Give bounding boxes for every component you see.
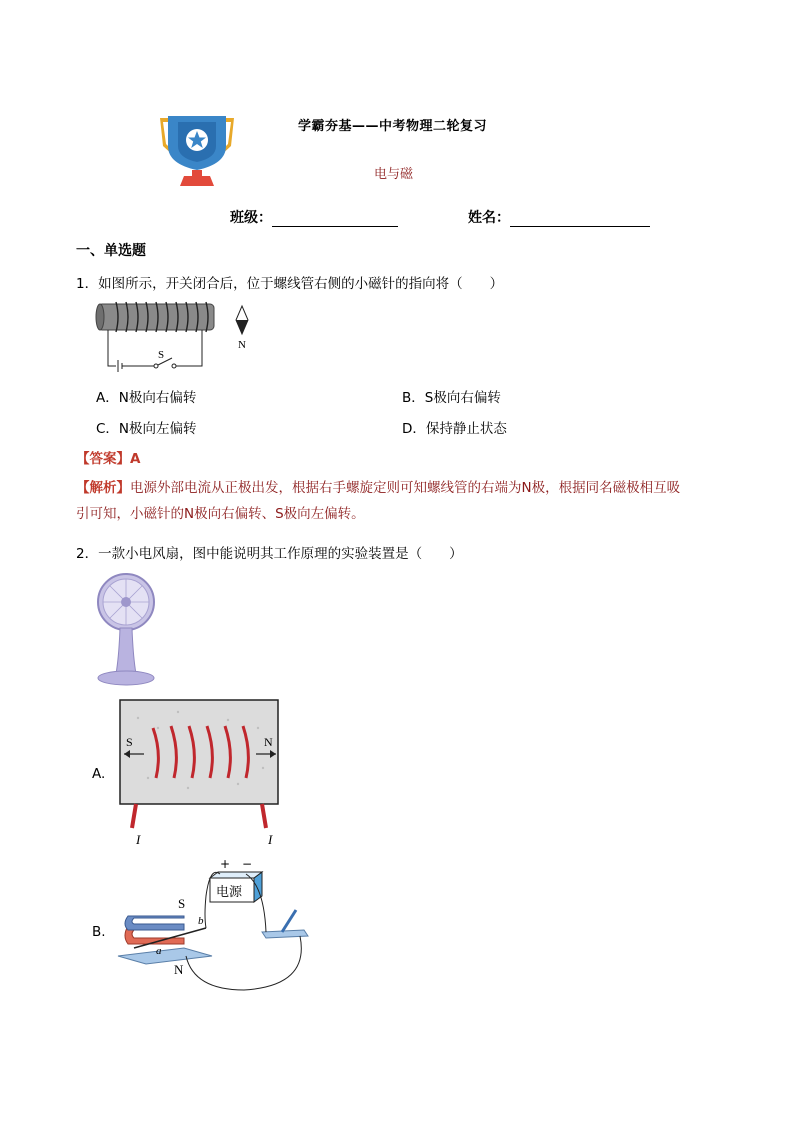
analysis-tag: 【解析】 xyxy=(76,480,130,496)
question-2-text: 2．一款小电风扇，图中能说明其工作原理的实验装置是（ ） xyxy=(76,546,463,562)
class-label: 班级： xyxy=(230,210,272,226)
q1-analysis xyxy=(76,475,736,527)
class-field xyxy=(230,207,398,227)
q1-answer xyxy=(76,447,140,467)
name-blank[interactable] xyxy=(510,210,650,227)
series-title: 学霸夯基——中考物理二轮复习 xyxy=(298,119,488,134)
fig-b-power-label: 电源 xyxy=(216,885,243,900)
q1-option-d[interactable]: D．保持静止状态 xyxy=(402,421,507,437)
fig-b-pole-bottom: N xyxy=(174,962,184,977)
fig-b-plus: + xyxy=(220,857,231,871)
fig-a-left-pole: S xyxy=(126,735,133,749)
q1-option-b[interactable]: B．S极向右偏转 xyxy=(402,390,501,406)
trophy-logo-icon xyxy=(154,112,240,188)
q2-option-b-label[interactable]: B. xyxy=(92,924,106,940)
analysis-line-1: 电源外部电流从正极出发，根据右手螺旋定则可知螺线管的右端为N极，根据同名磁极相互吸 xyxy=(130,480,681,496)
fig-b-a-label: a xyxy=(156,945,162,957)
name-label: 姓名： xyxy=(468,210,510,226)
q1-needle-label: N xyxy=(238,339,246,351)
fig-a-current-out: I xyxy=(268,832,273,847)
q1-solenoid-figure xyxy=(94,298,264,376)
analysis-line-2: 引可知，小磁针的N极向右偏转、S极向左偏转。 xyxy=(76,506,365,522)
name-field xyxy=(468,207,650,227)
fig-a-right-pole: N xyxy=(264,735,273,749)
q1-option-c[interactable]: C．N极向左偏转 xyxy=(96,421,197,437)
q2-option-a-label[interactable]: A. xyxy=(92,766,106,782)
fig-b-pole-top: S xyxy=(178,896,186,911)
fig-a-current-in: I xyxy=(136,832,141,847)
answer-tag: 【答案】 xyxy=(76,451,130,467)
section-heading: 一、单选题 xyxy=(76,243,146,259)
question-1-text: 1．如图所示，开关闭合后，位于螺线管右侧的小磁针的指向将（ ） xyxy=(76,276,504,292)
fig-b-b-label: b xyxy=(198,915,204,927)
q2-fig-a-solenoid[interactable] xyxy=(118,698,282,848)
topic-title: 电与磁 xyxy=(374,167,414,182)
class-blank[interactable] xyxy=(272,210,398,227)
fig-b-minus: − xyxy=(242,857,253,871)
q2-fig-b-motor-setup[interactable] xyxy=(114,856,314,996)
q1-option-a[interactable]: A．N极向右偏转 xyxy=(96,390,197,406)
desk-fan-image xyxy=(96,566,160,688)
answer-value: A xyxy=(130,451,141,467)
q1-switch-label: S xyxy=(158,349,165,361)
